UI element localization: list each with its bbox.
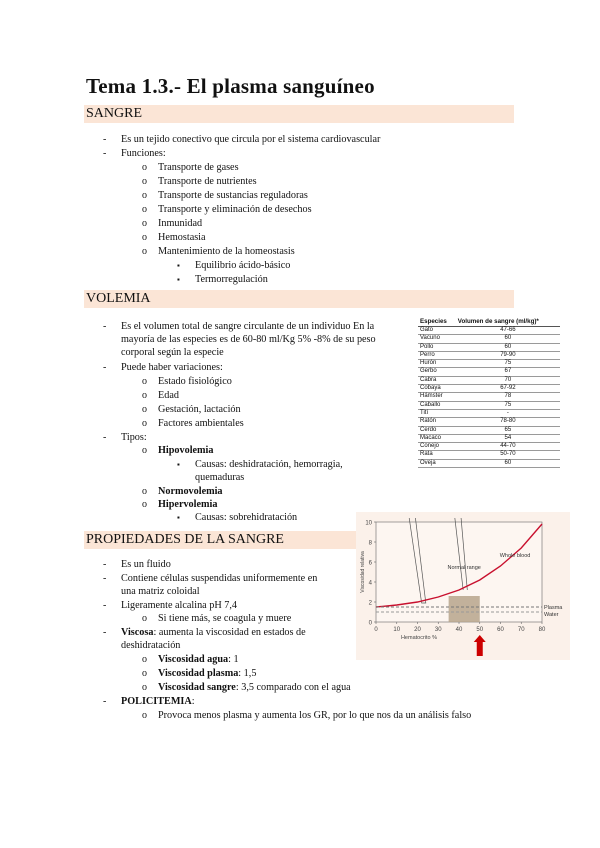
plasma-label: Plasma xyxy=(544,605,563,611)
square-bullet: ▪ xyxy=(177,275,180,284)
list-item: Mantenimiento de la homeostasis xyxy=(158,246,295,257)
square-bullet: ▪ xyxy=(177,460,180,469)
table-row xyxy=(418,443,560,451)
dash-bullet: - xyxy=(103,600,107,611)
visc-plasma xyxy=(158,667,256,680)
table-cell-volume: 67-92 xyxy=(456,385,560,393)
table-cell-volume: 78 xyxy=(456,393,560,401)
o-bullet: o xyxy=(142,376,147,387)
whole-blood-label: Whole blood xyxy=(499,553,531,559)
y-tick-label: 6 xyxy=(368,560,372,567)
volemia-def-line3: corporal según la especie xyxy=(121,347,224,358)
hipo-causas-line1: Causas: deshidratación, hemorragia, xyxy=(195,459,343,470)
list-item: Gestación, lactación xyxy=(158,404,241,415)
x-tick-label: 60 xyxy=(497,627,504,633)
table-cell-species: Cabra xyxy=(418,376,456,384)
y-tick-label: 2 xyxy=(368,600,372,607)
o-bullet: o xyxy=(142,204,147,215)
o-bullet: o xyxy=(142,190,147,201)
prop-ph: Ligeramente alcalina pH 7,4 xyxy=(121,600,237,611)
o-bullet: o xyxy=(142,682,147,693)
dash-bullet: - xyxy=(103,134,107,145)
table-cell-species: Rata xyxy=(418,451,456,459)
hiper-causas: Causas: sobrehidratación xyxy=(195,512,298,523)
viscosa-label: Viscosa xyxy=(121,627,154,638)
o-bullet: o xyxy=(142,613,147,624)
table-cell-species: Gerbo xyxy=(418,368,456,376)
table-cell-species: Conejo xyxy=(418,443,456,451)
viscosity-chart xyxy=(356,512,570,660)
dash-bullet: - xyxy=(103,148,107,159)
table-cell-volume: 75 xyxy=(456,360,560,368)
table-cell-species: Cobaya xyxy=(418,385,456,393)
table-cell-volume: - xyxy=(456,409,560,417)
policitemia-colon: : xyxy=(191,696,195,707)
visc-agua-value: : 1 xyxy=(228,654,239,665)
table-row xyxy=(418,418,560,426)
o-bullet: o xyxy=(142,232,147,243)
x-tick-label: 70 xyxy=(517,627,525,633)
o-bullet: o xyxy=(142,404,147,415)
table-row xyxy=(418,360,560,368)
o-bullet: o xyxy=(142,218,147,229)
square-bullet: ▪ xyxy=(177,261,180,270)
o-bullet: o xyxy=(142,668,147,679)
square-bullet: ▪ xyxy=(177,513,180,522)
table-cell-species: Hámster xyxy=(418,393,456,401)
list-subitem: Termorregulación xyxy=(195,274,268,285)
table-row xyxy=(418,376,560,384)
table-header-row xyxy=(418,317,560,327)
section-propiedades: PROPIEDADES DE LA SANGRE xyxy=(84,531,356,549)
table-cell-species: Cerdo xyxy=(418,426,456,434)
x-tick-label: 80 xyxy=(538,627,546,633)
x-axis-label: Hematocrito % xyxy=(400,635,438,641)
table-row xyxy=(418,434,560,442)
table-row xyxy=(418,368,560,376)
table-cell-volume: 60 xyxy=(456,343,560,351)
table-row xyxy=(418,351,560,359)
table-cell-volume: 60 xyxy=(456,459,560,467)
table-row xyxy=(418,335,560,343)
table-row xyxy=(418,459,560,467)
list-item: Inmunidad xyxy=(158,218,203,229)
table-cell-volume: 65 xyxy=(456,426,560,434)
table-cell-species: Tití xyxy=(418,409,456,417)
x-tick-label: 10 xyxy=(393,627,401,633)
table-cell-species: Perro xyxy=(418,351,456,359)
list-item: Edad xyxy=(158,390,179,401)
dash-bullet: - xyxy=(103,559,107,570)
prop-policitemia xyxy=(121,695,195,708)
x-tick-label: 0 xyxy=(374,627,378,633)
table-cell-volume: 70 xyxy=(456,376,560,384)
table-cell-volume: 44-70 xyxy=(456,443,560,451)
section-volemia: VOLEMIA xyxy=(84,290,514,308)
sangre-def: Es un tejido conectivo que circula por el sistema cardiovascular xyxy=(121,134,381,145)
table-row xyxy=(418,426,560,434)
y-tick-label: 10 xyxy=(365,520,372,527)
normal-range-band xyxy=(449,596,480,622)
o-bullet: o xyxy=(142,654,147,665)
table-row xyxy=(418,393,560,401)
list-item: Transporte de gases xyxy=(158,162,239,173)
table-cell-volume: 50-70 xyxy=(456,451,560,459)
o-bullet: o xyxy=(142,418,147,429)
list-item: Transporte de sustancias reguladoras xyxy=(158,190,308,201)
x-tick-label: 30 xyxy=(434,627,442,633)
table-row xyxy=(418,451,560,459)
x-tick-label: 20 xyxy=(414,627,421,633)
table-cell-volume: 79-90 xyxy=(456,351,560,359)
sangre-funciones: Funciones: xyxy=(121,148,166,159)
table-cell-volume: 47-66 xyxy=(456,327,560,335)
table-cell-volume: 54 xyxy=(456,434,560,442)
list-item: Transporte y eliminación de desechos xyxy=(158,204,312,215)
tipo-normovolemia: Normovolemia xyxy=(158,486,223,497)
page-title: Tema 1.3.- El plasma sanguíneo xyxy=(86,74,375,98)
table-row xyxy=(418,385,560,393)
dash-bullet: - xyxy=(103,362,107,373)
policitemia-text: Provoca menos plasma y aumenta los GR, por lo que nos da un análisis falso xyxy=(158,710,472,721)
table-cell-volume: 60 xyxy=(456,335,560,343)
table-cell-species: Macaco xyxy=(418,434,456,442)
water-label: Water xyxy=(544,612,559,618)
volemia-tipos: Tipos: xyxy=(121,432,147,443)
o-bullet: o xyxy=(142,162,147,173)
volemia-def-line1: Es el volumen total de sangre circulante de un individuo En la xyxy=(121,321,375,332)
list-item: Estado fisiológico xyxy=(158,376,232,387)
x-tick-label: 50 xyxy=(476,627,484,633)
table-header-cell: Volumen de sangre (ml/kg)* xyxy=(456,317,560,327)
table-cell-species: Gato xyxy=(418,327,456,335)
prop-viscosa-line2: deshidratación xyxy=(121,640,181,651)
table-cell-species: Oveja xyxy=(418,459,456,467)
hipo-causas-line2: quemaduras xyxy=(195,472,245,483)
o-bullet: o xyxy=(142,176,147,187)
table-row xyxy=(418,401,560,409)
o-bullet: o xyxy=(142,710,147,721)
prop-celulas-line2: una matriz coloidal xyxy=(121,586,200,597)
dash-bullet: - xyxy=(103,627,107,638)
volemia-def-line2: mayoría de las especies es de 60-80 ml/Kg 5% -8% de su peso xyxy=(121,334,376,345)
normal-range-label: Normal range xyxy=(447,565,481,571)
tipo-hipovolemia: Hipovolemia xyxy=(158,445,214,456)
table-row xyxy=(418,409,560,417)
dash-bullet: - xyxy=(103,321,107,332)
visc-plasma-label: Viscosidad plasma xyxy=(158,668,239,679)
prop-celulas-line1: Contiene células suspendidas uniformemente en xyxy=(121,573,318,584)
prop-viscosa xyxy=(121,626,306,639)
o-bullet: o xyxy=(142,499,147,510)
table-header-cell: Especies xyxy=(418,317,456,327)
dash-bullet: - xyxy=(103,432,107,443)
y-tick-label: 8 xyxy=(368,540,372,547)
section-sangre: SANGRE xyxy=(84,105,514,123)
y-tick-label: 0 xyxy=(368,620,372,627)
table-cell-species: Pollo xyxy=(418,343,456,351)
list-item: Transporte de nutrientes xyxy=(158,176,257,187)
visc-agua xyxy=(158,653,239,666)
table-cell-species: Caballo xyxy=(418,401,456,409)
viscosa-text: : aumenta la viscosidad en estados de xyxy=(153,627,306,638)
x-tick-label: 40 xyxy=(455,627,463,633)
visc-sangre-label: Viscosidad sangre xyxy=(158,682,236,693)
table-cell-volume: 78-80 xyxy=(456,418,560,426)
dash-bullet: - xyxy=(103,696,107,707)
table-row xyxy=(418,327,560,335)
species-blood-volume-table xyxy=(418,317,560,468)
o-bullet: o xyxy=(142,390,147,401)
volemia-variaciones: Puede haber variaciones: xyxy=(121,362,223,373)
y-tick-label: 4 xyxy=(368,580,372,587)
tipo-hipervolemia: Hipervolemia xyxy=(158,499,218,510)
table-cell-species: Hurón xyxy=(418,360,456,368)
table-cell-species: Ratón xyxy=(418,418,456,426)
y-axis-label: Viscosidad relativa xyxy=(360,551,366,593)
table-row xyxy=(418,343,560,351)
visc-plasma-value: : 1,5 xyxy=(238,668,257,679)
table-cell-volume: 75 xyxy=(456,401,560,409)
table-cell-species: Vacuno xyxy=(418,335,456,343)
list-item: Hemostasia xyxy=(158,232,206,243)
policitemia-label: POLICITEMIA xyxy=(121,696,192,707)
visc-sangre xyxy=(158,681,351,694)
dash-bullet: - xyxy=(103,573,107,584)
prop-fluido: Es un fluido xyxy=(121,559,171,570)
table-cell-volume: 67 xyxy=(456,368,560,376)
prop-ph-sub: Si tiene más, se coagula y muere xyxy=(158,613,292,624)
o-bullet: o xyxy=(142,486,147,497)
list-subitem: Equilibrio ácido-básico xyxy=(195,260,291,271)
o-bullet: o xyxy=(142,246,147,257)
list-item: Factores ambientales xyxy=(158,418,244,429)
o-bullet: o xyxy=(142,445,147,456)
visc-sangre-value: : 3,5 comparado con el agua xyxy=(235,682,351,693)
visc-agua-label: Viscosidad agua xyxy=(158,654,229,665)
